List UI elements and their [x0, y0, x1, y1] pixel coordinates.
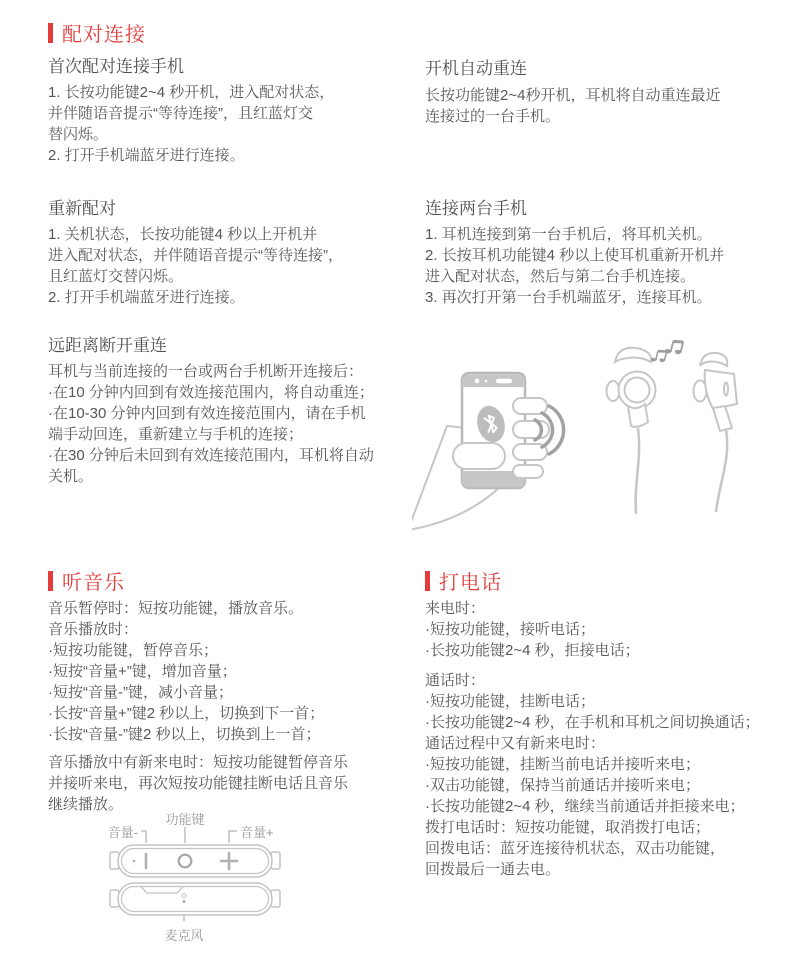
- section-title-text: 听音乐: [62, 572, 125, 594]
- volume-plus-label: 音量+: [240, 825, 274, 840]
- text-line: 2. 打开手机端蓝牙进行连接。: [48, 147, 245, 164]
- text-line: 音乐播放时：: [48, 621, 139, 638]
- text-line: 3. 再次打开第一台手机端蓝牙，连接耳机。: [425, 289, 712, 306]
- remote-top-view: [118, 845, 272, 877]
- text-line: ·长按“音量+”键2 秒以上，切换到下一首；: [48, 705, 325, 722]
- volume-minus-label: 音量-: [107, 825, 138, 840]
- para-distance-reconnect: [48, 361, 374, 487]
- microphone-label: 麦克风: [164, 928, 204, 943]
- text-line: ·在10 分钟内回到有效连接范围内，将自动重连；: [48, 384, 374, 401]
- section-title-pairing: [48, 18, 146, 47]
- text-line: 2. 打开手机端蓝牙进行连接。: [48, 289, 245, 306]
- text-line: ·在10-30 分钟内回到有效连接范围内，请在手机: [48, 405, 366, 422]
- red-bar-icon: [48, 23, 53, 43]
- text-line: ·双击功能键，保持当前通话并接听来电；: [425, 777, 700, 794]
- text-line: ·长按功能键2~4 秒，拒接电话；: [425, 642, 640, 659]
- text-line: ·短按“音量-”键，减小音量；: [48, 684, 233, 701]
- text-line: ·长按功能键2~4 秒，继续当前通话并拒接来电；: [425, 798, 745, 815]
- heading-re-pair: 重新配对: [48, 199, 116, 218]
- heading-distance-reconnect: 远距离断开重连: [48, 336, 167, 355]
- text-line: 通话时：: [425, 672, 486, 689]
- thumb-illustration: [453, 443, 505, 469]
- text-line: 进入配对状态，然后与第二台手机连接。: [425, 268, 696, 285]
- text-line: 来电时：: [425, 600, 486, 617]
- remote-control-diagram: [95, 806, 305, 951]
- text-line: 耳机与当前连接的一台或两台手机断开连接后：: [48, 363, 364, 380]
- heading-first-pair: 首次配对连接手机: [48, 57, 184, 76]
- text-line: 且红蓝灯交替闪烁。: [48, 268, 184, 285]
- text-line: 1. 长按功能键2~4 秒开机，进入配对状态，: [48, 84, 335, 101]
- section-title-calls: [425, 566, 502, 595]
- text-line: ·短按功能键，接听电话；: [425, 621, 595, 638]
- text-line: 通话过程中又有新来电时：: [425, 735, 606, 752]
- text-line: ·在30 分钟后未回到有效连接范围内，耳机将自动: [48, 447, 374, 464]
- text-line: ·短按功能键，暂停音乐；: [48, 642, 218, 659]
- text-line: 拨打电话时：短按功能键，取消拨打电话；: [425, 819, 711, 836]
- para-first-pair: [48, 82, 334, 166]
- red-bar-icon: [48, 571, 53, 591]
- remote-bottom-view: [118, 883, 272, 915]
- pairing-illustration: [412, 332, 790, 532]
- text-line: 连接过的一台手机。: [425, 108, 561, 125]
- para-calls-2: [425, 670, 760, 880]
- music-notes-icon: [650, 338, 683, 364]
- text-line: 继续播放。: [48, 796, 124, 813]
- text-line: 替闪烁。: [48, 126, 109, 143]
- section-title-music: [48, 566, 125, 595]
- text-line: 回拨最后一通去电。: [425, 861, 561, 878]
- heading-auto-reconnect: 开机自动重连: [425, 59, 527, 78]
- text-line: ·长按功能键2~4 秒，在手机和耳机之间切换通话；: [425, 714, 760, 731]
- text-line: 关机。: [48, 468, 94, 485]
- right-earbud-illustration: [694, 353, 738, 512]
- section-title-text: 打电话: [439, 572, 502, 594]
- text-line: 音乐暂停时：短按功能键，播放音乐。: [48, 600, 304, 617]
- fingers-illustration: [513, 398, 549, 478]
- text-line: 并伴随语音提示“等待连接”，且红蓝灯交: [48, 105, 313, 122]
- text-line: 1. 耳机连接到第一台手机后，将耳机关机。: [425, 226, 712, 243]
- text-line: 并接听来电，再次短按功能键挂断电话且音乐: [48, 775, 349, 792]
- text-line: 长按功能键2~4秒开机，耳机将自动重连最近: [425, 87, 721, 104]
- text-line: 1. 关机状态，长按功能键4 秒以上开机并: [48, 226, 318, 243]
- text-line: 端手动回连，重新建立与手机的连接；: [48, 426, 304, 443]
- para-music-1: [48, 598, 324, 745]
- text-line: ·短按功能键，挂断当前电话并接听来电；: [425, 756, 700, 773]
- microphone-dot-icon: [182, 900, 185, 903]
- section-title-text: 配对连接: [62, 24, 146, 46]
- text-line: 音乐播放中有新来电时：短按功能键暂停音乐: [48, 754, 349, 771]
- led-dot-icon: [133, 860, 136, 863]
- text-line: ·短按功能键，挂断电话；: [425, 693, 595, 710]
- para-auto-reconnect: [425, 85, 720, 127]
- heading-two-phones: 连接两台手机: [425, 199, 527, 218]
- text-line: ·长按“音量-”键2 秒以上，切换到上一首；: [48, 726, 321, 743]
- function-key-label: 功能键: [165, 812, 205, 827]
- para-two-phones: [425, 224, 724, 308]
- text-line: 进入配对状态，并伴随语音提示“等待连接”，: [48, 247, 343, 264]
- text-line: 回拨电话：蓝牙连接待机状态，双击功能键，: [425, 840, 726, 857]
- text-line: 2. 长按耳机功能键4 秒以上使耳机重新开机并: [425, 247, 725, 264]
- para-re-pair: [48, 224, 343, 308]
- text-line: ·短按“音量+”键，增加音量；: [48, 663, 237, 680]
- para-calls-1: [425, 598, 640, 661]
- red-bar-icon: [425, 571, 430, 591]
- left-earbud-illustration: [607, 348, 656, 514]
